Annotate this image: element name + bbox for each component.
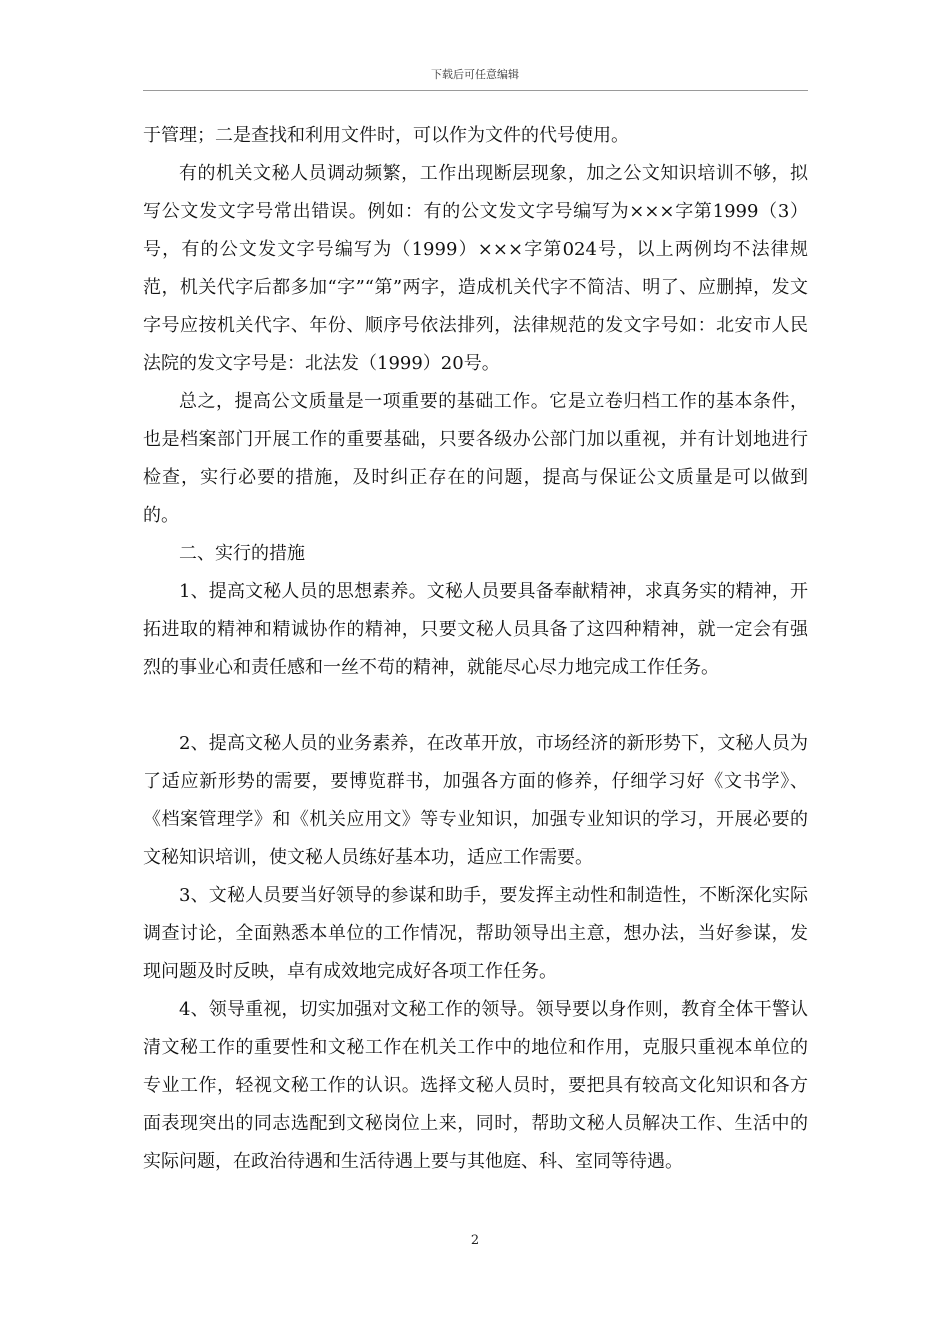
paragraph-measure-1: 1、提高文秘人员的思想素养。文秘人员要具备奉献精神，求真务实的精神，开拓进取的精神和精诚协作的精神，只要文秘人员具备了这四种精神，就一定会有强烈的事业心和责任感和一丝不苟的精神，就能尽心尽力地完成工作任务。: [143, 581, 808, 678]
section-heading: 二、实行的措施: [179, 543, 305, 564]
paragraph-continuation: 于管理；二是查找和利用文件时，可以作为文件的代号使用。: [143, 125, 629, 146]
paragraph-summary: 总之，提高公文质量是一项重要的基础工作。它是立卷归档工作的基本条件，也是档案部门开展工作的重要基础，只要各级办公部门加以重视，并有计划地进行检查，实行必要的措施，及时纠正存在的问题，提高与保证公文质量是可以做到的。: [143, 391, 808, 526]
paragraph-measure-4: 4、领导重视，切实加强对文秘工作的领导。领导要以身作则，教育全体干警认清文秘工作的重要性和文秘工作在机关工作中的地位和作用，克服只重视本单位的专业工作，轻视文秘工作的认识。选择文秘人员时，要把具有较高文化知识和各方面表现突出的同志选配到文秘岗位上来，同时，帮助文秘人员解决工作、生活中的实际问题，在政治待遇和生活待遇上要与其他庭、科、室同等待遇。: [143, 999, 808, 1172]
page-number: 2: [470, 1233, 480, 1248]
paragraph-measure-2: 2、提高文秘人员的业务素养，在改革开放，市场经济的新形势下，文秘人员为了适应新形势的需要，要博览群书，加强各方面的修养，仔细学习好《文书学》、《档案管理学》和《机关应用文》等专业知识，加强专业知识的学习，开展必要的文秘知识培训，使文秘人员练好基本功，适应工作需要。: [143, 733, 808, 868]
paragraph-measure-3: 3、文秘人员要当好领导的参谋和助手，要发挥主动性和制造性，不断深化实际调查讨论，全面熟悉本单位的工作情况，帮助领导出主意，想办法，当好参谋，发现问题及时反映，卓有成效地完成好各项工作任务。: [143, 885, 808, 982]
header-divider: [143, 90, 808, 91]
paragraph-document-number-errors: 有的机关文秘人员调动频繁，工作出现断层现象，加之公文知识培训不够，拟写公文发文字号常出错误。例如：有的公文发文字号编写为×××字第1999（3）号，有的公文发文字号编写为（1999）×××字第024号，以上两例均不法律规范，机关代字后都多加“字”“第”两字，造成机关代字不简洁、明了、应删掉，发文字号应按机关代字、年份、顺序号依法排列，法律规范的发文字号如：北安市人民法院的发文字号是：北法发（1999）20号。: [143, 163, 808, 374]
page-header: 下载后可任意编辑: [431, 68, 519, 81]
document-body: [143, 117, 808, 1181]
